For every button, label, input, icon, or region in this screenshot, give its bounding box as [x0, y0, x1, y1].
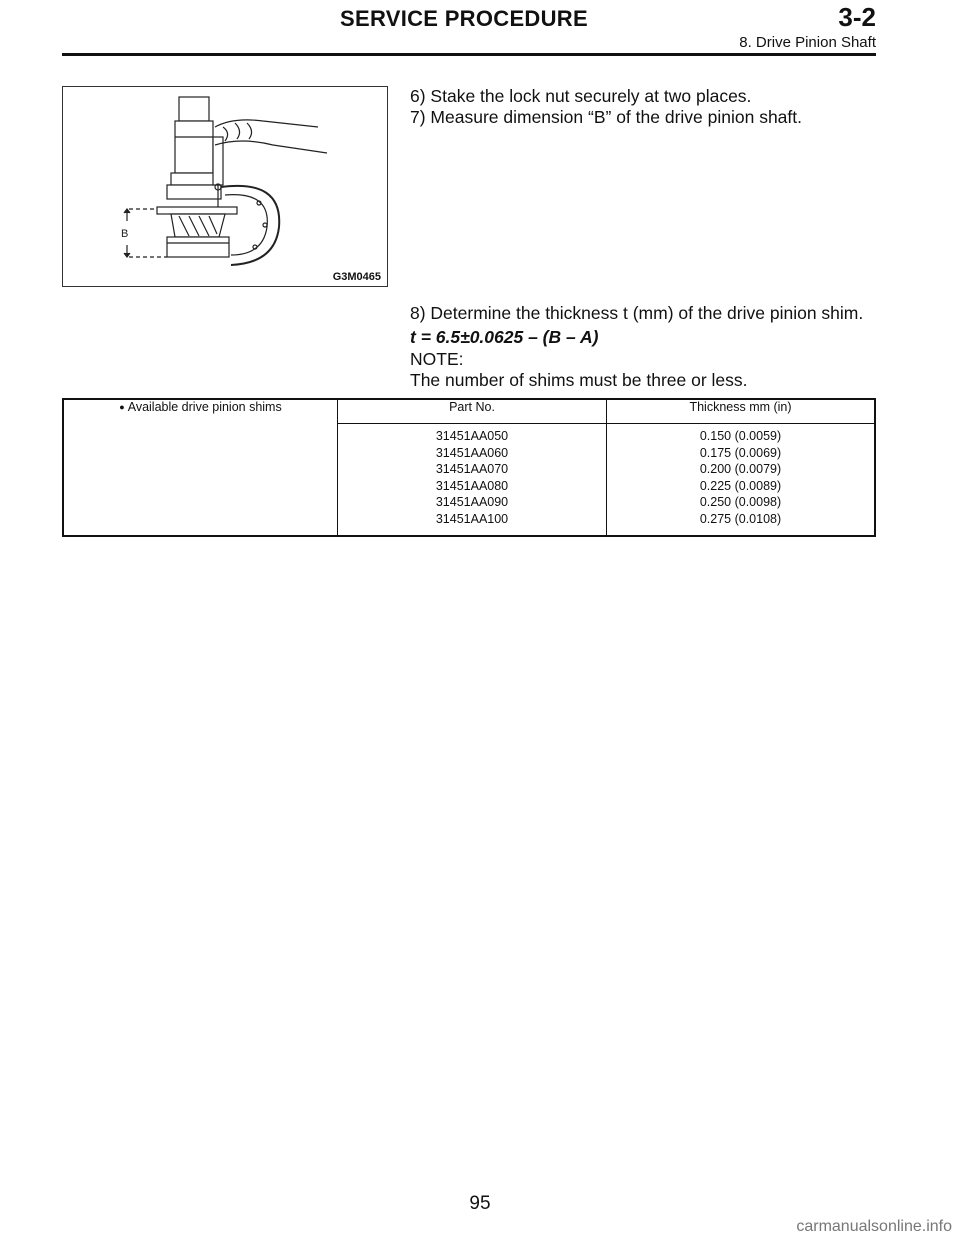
header-rule [62, 53, 876, 56]
dimension-b-label: B [121, 228, 129, 240]
part-number: 31451AA080 [435, 478, 509, 493]
header-thickness: Thickness mm (in) [607, 399, 876, 424]
section-number: 3-2 [838, 2, 876, 32]
part-number: 31451AA050 [435, 429, 509, 443]
shim-formula: t = 6.5±0.0625 – (B – A) [410, 327, 599, 347]
header-part-no: Part No. [338, 399, 607, 424]
part-number-column [338, 424, 607, 537]
step-6: 6) Stake the lock nut securely at two places. [410, 86, 752, 106]
thickness-column [607, 424, 876, 537]
subsection-title: 8. Drive Pinion Shaft [739, 34, 876, 51]
part-number: 31451AA100 [435, 511, 509, 526]
thickness-value: 0.200 (0.0079) [699, 462, 782, 476]
page-number: 95 [469, 1193, 491, 1214]
dial-gauge-illustration [63, 87, 388, 287]
thickness-value: 0.225 (0.0089) [699, 478, 782, 493]
thickness-value: 0.150 (0.0059) [699, 429, 782, 443]
thickness-value: 0.250 (0.0098) [699, 495, 782, 509]
thickness-value: 0.175 (0.0069) [699, 445, 782, 460]
step-8: 8) Determine the thickness t (mm) of the drive pinion shim. [410, 303, 864, 323]
description-text: Available drive pinion shims [127, 400, 282, 414]
step-7: 7) Measure dimension “B” of the drive pinion shaft. [410, 107, 802, 127]
note-label: NOTE: [410, 349, 464, 369]
bullet-icon: ● [119, 402, 125, 412]
dial-gauge-figure [62, 86, 388, 287]
note-text: The number of shims must be three or less. [410, 370, 748, 390]
watermark: carmanualsonline.info [796, 1218, 952, 1235]
header-title: SERVICE PROCEDURE [340, 6, 588, 31]
shim-table [62, 398, 876, 537]
part-number: 31451AA070 [435, 462, 509, 476]
part-number: 31451AA060 [435, 445, 509, 460]
figure-caption: G3M0465 [332, 271, 381, 283]
thickness-value: 0.275 (0.0108) [699, 511, 782, 526]
table-description [63, 399, 338, 536]
part-number: 31451AA090 [435, 495, 509, 509]
